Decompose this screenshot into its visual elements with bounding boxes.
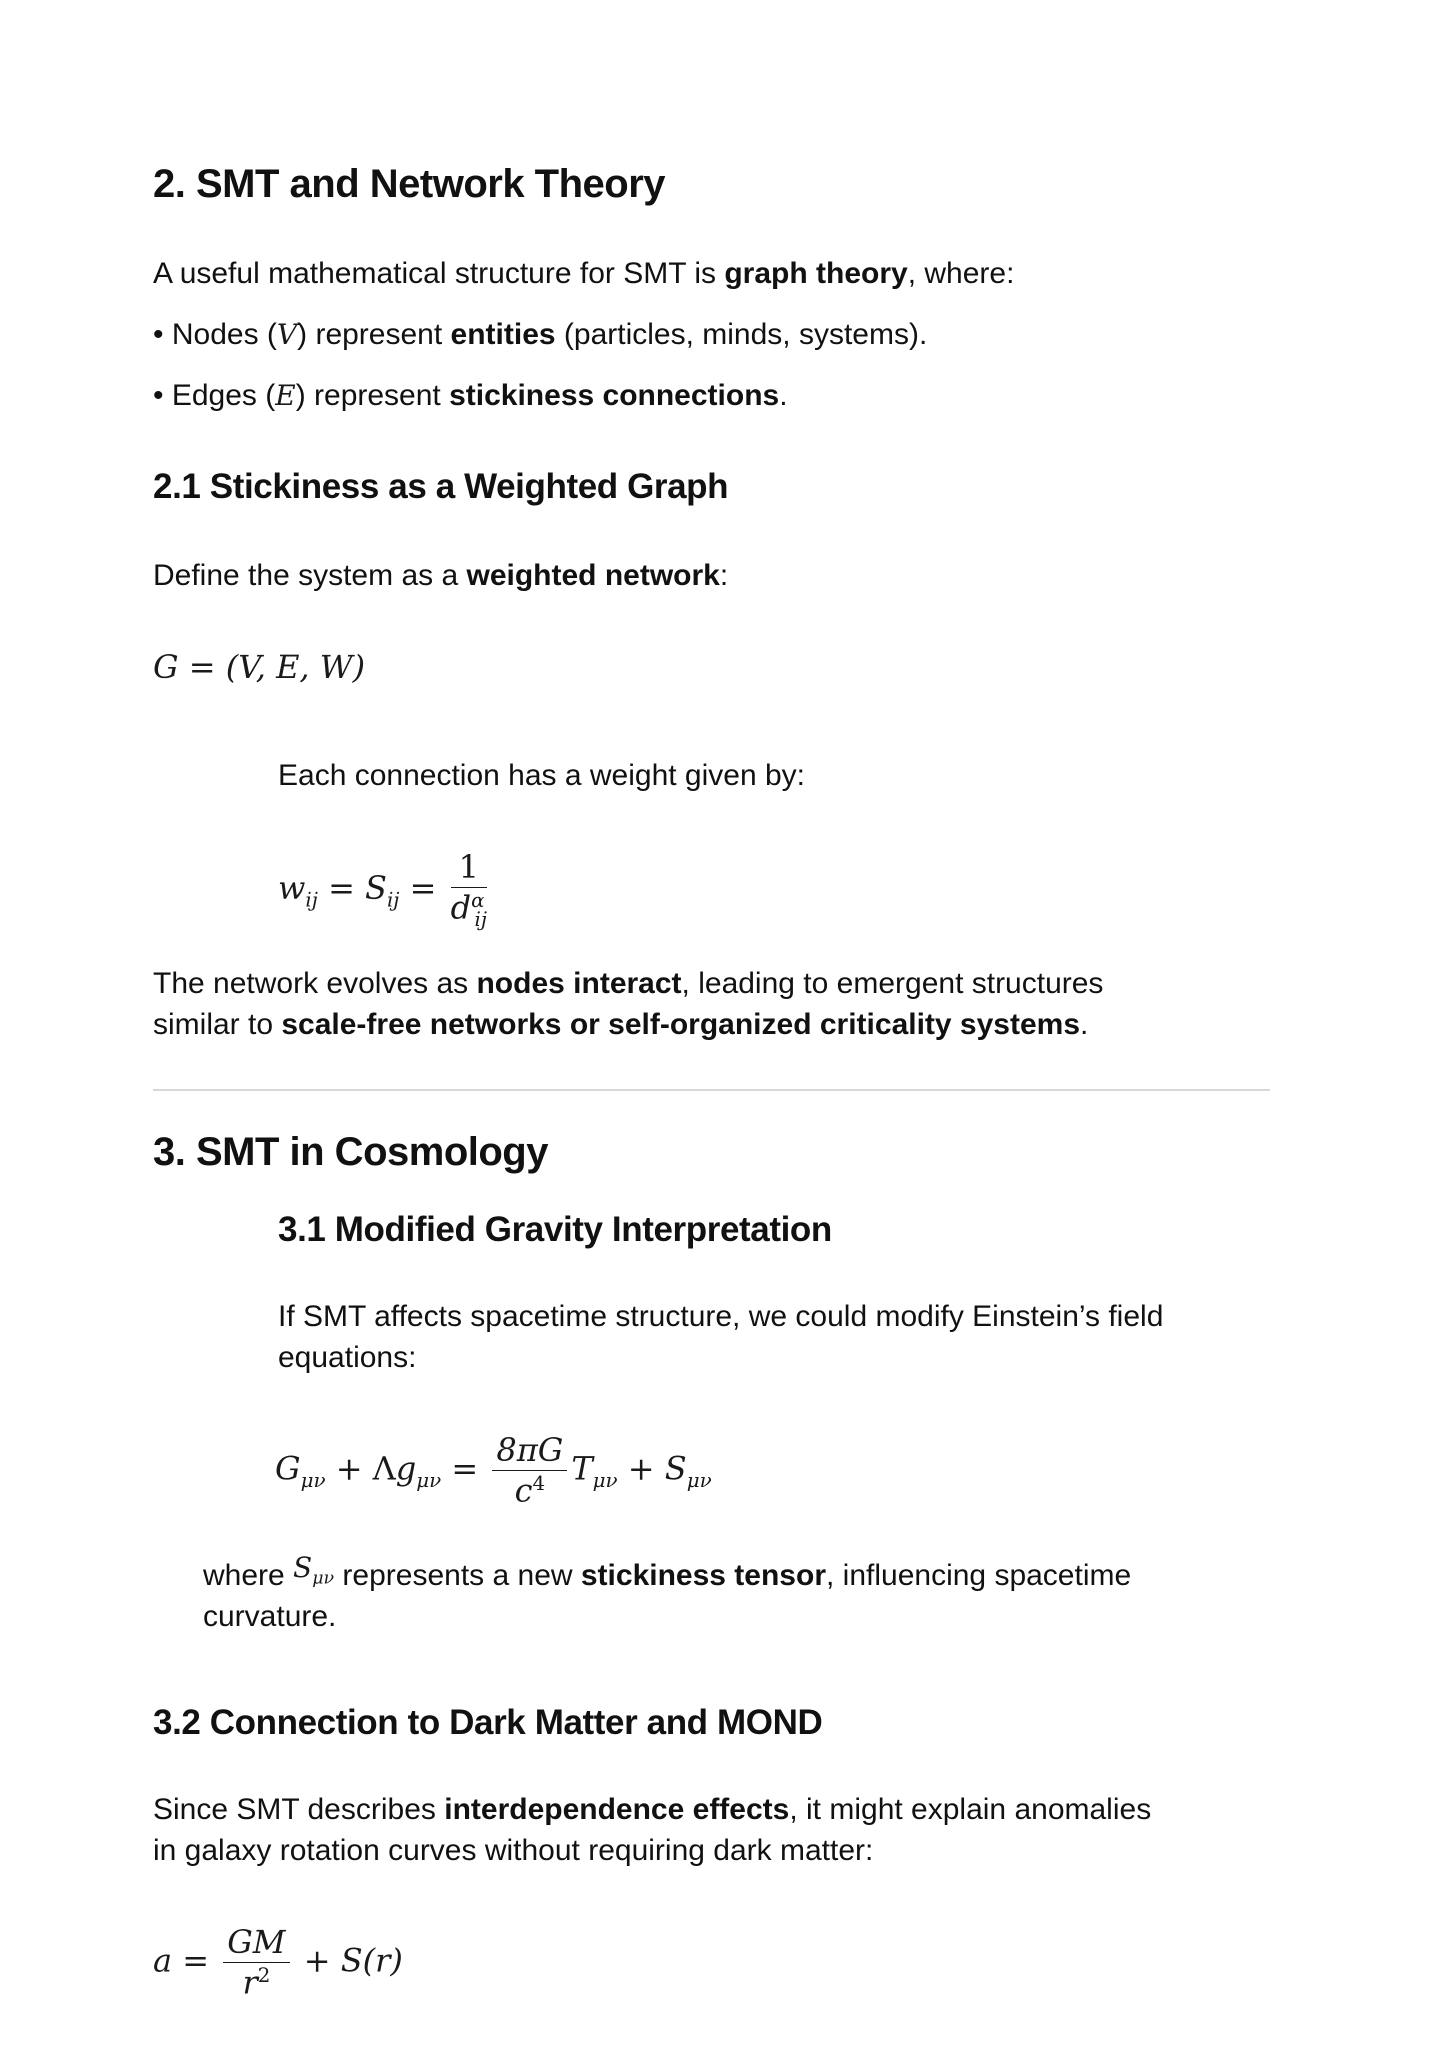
section-divider	[153, 1089, 1270, 1091]
acceleration-fraction: $\frac{GM}{r^2}$	[223, 1925, 289, 2001]
evolve-paragraph-line-2: similar to scale-free networks or self-organized criticality systems.	[153, 1008, 1089, 1041]
dark-matter-text-line-2: in galaxy rotation curves without requiring dark matter:	[153, 1834, 874, 1867]
bullet-edges: • Edges (E) represent stickiness connections.	[153, 379, 788, 412]
evolve-paragraph-line-1: The network evolves as nodes interact, leading to emergent structures	[153, 967, 1104, 1000]
where-paragraph-line-1: where $S_{\mu\nu}$ represents a new stickiness tensor, influencing spacetime	[203, 1551, 1132, 1592]
where-paragraph-line-2: curvature.	[203, 1600, 337, 1633]
field-fraction: $\frac{8\pi G}{c^4}$	[492, 1433, 567, 1509]
section-2-1-heading: 2.1 Stickiness as a Weighted Graph	[153, 467, 729, 506]
weight-fraction: $\frac{1}{d^\alpha_{ij}}$	[450, 848, 487, 932]
field-equation: $G_{\mu\nu} + \Lambda g_{\mu\nu}$ = $\frac{8\pi G}{c^4}$ $T_{\mu\nu} + S_{\mu\nu}$	[275, 1431, 712, 1510]
weight-equation: $w_{ij} = S_{ij}$ = $\frac{1}{d^\alpha_{ij}}$	[278, 848, 487, 932]
section-2-heading: 2. SMT and Network Theory	[153, 162, 666, 206]
gravity-text-line-2: equations:	[278, 1341, 417, 1374]
section-3-heading: 3. SMT in Cosmology	[153, 1130, 548, 1174]
weight-intro-text: Each connection has a weight given by:	[278, 759, 806, 792]
section-3-2-heading: 3.2 Connection to Dark Matter and MOND	[153, 1703, 823, 1742]
bullet-dot: •	[153, 318, 172, 351]
intro-paragraph: A useful mathematical structure for SMT is graph theory, where:	[153, 257, 1015, 290]
graph-theory-bold: graph theory	[724, 257, 908, 290]
define-paragraph: Define the system as a weighted network:	[153, 559, 729, 592]
bullet-dot: •	[153, 379, 172, 412]
bullet-nodes: • Nodes (V) represent entities (particles, minds, systems).	[153, 318, 928, 351]
section-3-1-heading: 3.1 Modified Gravity Interpretation	[278, 1210, 832, 1249]
acceleration-equation: a = $\frac{GM}{r^2}$ + S(r)	[153, 1923, 403, 2002]
graph-equation: G = (V, E, W)	[153, 648, 366, 686]
gravity-text-line-1: If SMT affects spacetime structure, we could modify Einstein’s field	[278, 1300, 1164, 1333]
dark-matter-text-line-1: Since SMT describes interdependence effects, it might explain anomalies	[153, 1793, 1152, 1826]
